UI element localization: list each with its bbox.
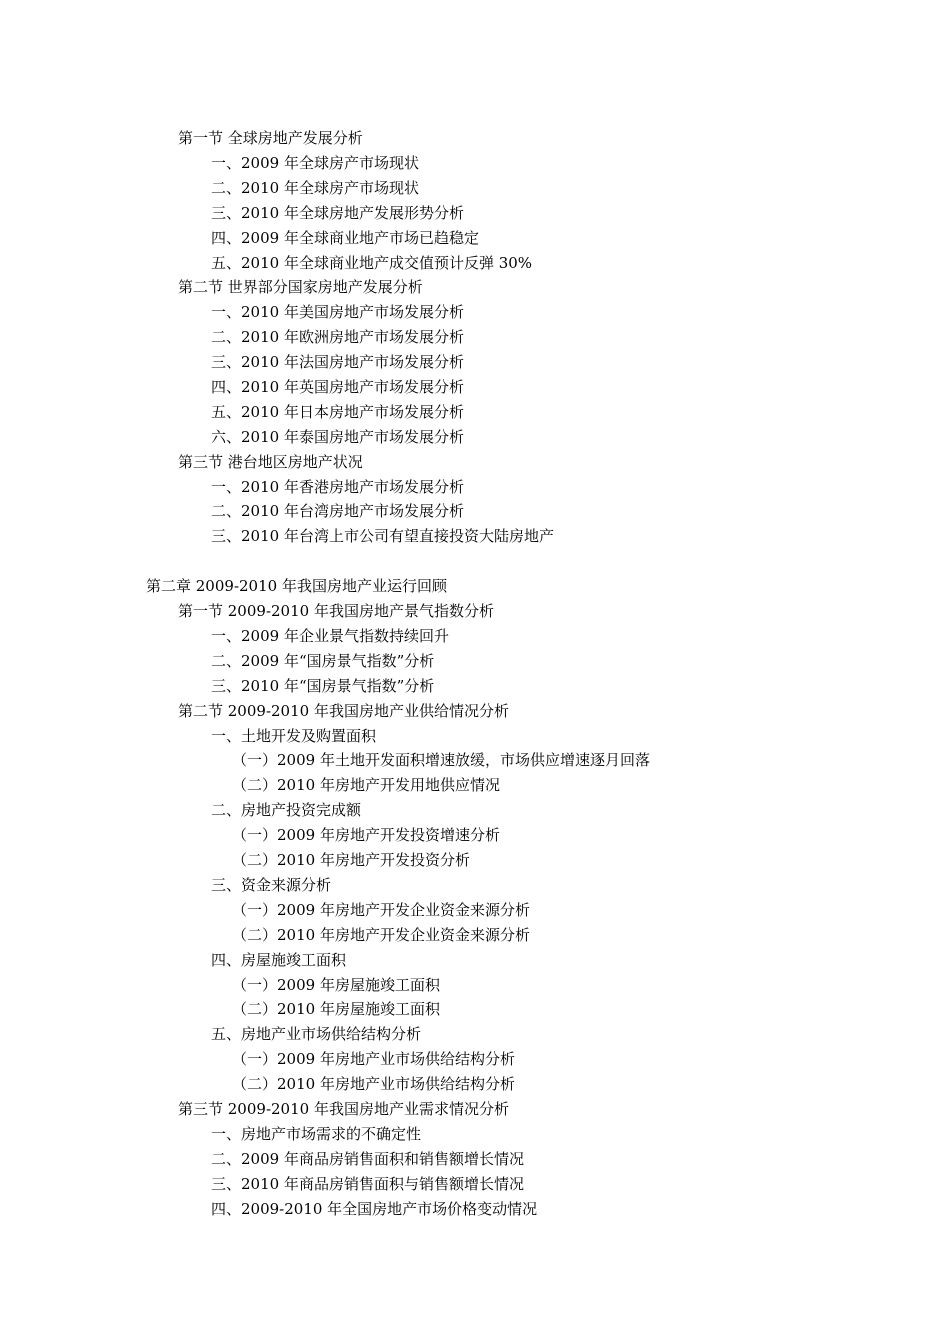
toc-item: 三、资金来源分析 — [211, 876, 332, 894]
toc-item: 三、2010 年商品房销售面积与销售额增长情况 — [211, 1175, 524, 1193]
toc-item: 三、2010 年法国房地产市场发展分析 — [211, 353, 464, 371]
toc-subitem: （一）2009 年土地开发面积增速放缓，市场供应增速逐月回落 — [232, 751, 650, 769]
toc-item: 三、2010 年台湾上市公司有望直接投资大陆房地产 — [211, 527, 554, 545]
toc-item: 五、房地产业市场供给结构分析 — [211, 1025, 422, 1043]
toc-item: 一、2010 年美国房地产市场发展分析 — [211, 303, 464, 321]
toc-item: 六、2010 年泰国房地产市场发展分析 — [211, 428, 464, 446]
toc-subitem: （二）2010 年房地产业市场供给结构分析 — [232, 1075, 515, 1093]
toc-section-heading: 第三节 2009-2010 年我国房地产业需求情况分析 — [178, 1100, 509, 1118]
toc-item: 四、2009 年全球商业地产市场已趋稳定 — [211, 229, 479, 247]
toc-item: 一、房地产市场需求的不确定性 — [211, 1125, 422, 1143]
toc-subitem: （一）2009 年房屋施竣工面积 — [232, 976, 440, 994]
toc-subitem: （二）2010 年房地产开发投资分析 — [232, 851, 470, 869]
toc-item: 一、2009 年全球房产市场现状 — [211, 154, 419, 172]
toc-section-heading: 第三节 港台地区房地产状况 — [178, 453, 363, 471]
toc-item: 四、房屋施竣工面积 — [211, 951, 347, 969]
toc-item: 三、2010 年全球房地产发展形势分析 — [211, 204, 464, 222]
toc-section-heading: 第一节 全球房地产发展分析 — [178, 129, 363, 147]
toc-subitem: （一）2009 年房地产业市场供给结构分析 — [232, 1050, 515, 1068]
toc-item: 一、2009 年企业景气指数持续回升 — [211, 627, 449, 645]
toc-subitem: （二）2010 年房地产开发企业资金来源分析 — [232, 926, 530, 944]
toc-item: 四、2009-2010 年全国房地产市场价格变动情况 — [211, 1200, 538, 1218]
toc-section-heading: 第二节 2009-2010 年我国房地产业供给情况分析 — [178, 702, 509, 720]
toc-item: 三、2010 年“国房景气指数”分析 — [211, 677, 435, 695]
toc-item: 五、2010 年日本房地产市场发展分析 — [211, 403, 464, 421]
toc-item: 二、2009 年商品房销售面积和销售额增长情况 — [211, 1150, 524, 1168]
toc-chapter-heading: 第二章 2009-2010 年我国房地产业运行回顾 — [146, 577, 447, 595]
toc-item: 二、2010 年台湾房地产市场发展分析 — [211, 502, 464, 520]
toc-item: 四、2010 年英国房地产市场发展分析 — [211, 378, 464, 396]
toc-item: 五、2010 年全球商业地产成交值预计反弹 30% — [211, 254, 533, 272]
toc-subitem: （一）2009 年房地产开发投资增速分析 — [232, 826, 500, 844]
toc-subitem: （一）2009 年房地产开发企业资金来源分析 — [232, 901, 530, 919]
toc-subitem: （二）2010 年房屋施竣工面积 — [232, 1000, 440, 1018]
toc-section-heading: 第二节 世界部分国家房地产发展分析 — [178, 278, 423, 296]
toc-item: 二、2010 年全球房产市场现状 — [211, 179, 419, 197]
toc-item: 二、房地产投资完成额 — [211, 801, 362, 819]
toc-item: 一、2010 年香港房地产市场发展分析 — [211, 478, 464, 496]
toc-item: 二、2009 年“国房景气指数”分析 — [211, 652, 435, 670]
toc-item: 二、2010 年欧洲房地产市场发展分析 — [211, 328, 464, 346]
toc-section-heading: 第一节 2009-2010 年我国房地产景气指数分析 — [178, 602, 494, 620]
toc-item: 一、土地开发及购置面积 — [211, 727, 377, 745]
toc-subitem: （二）2010 年房地产开发用地供应情况 — [232, 776, 500, 794]
